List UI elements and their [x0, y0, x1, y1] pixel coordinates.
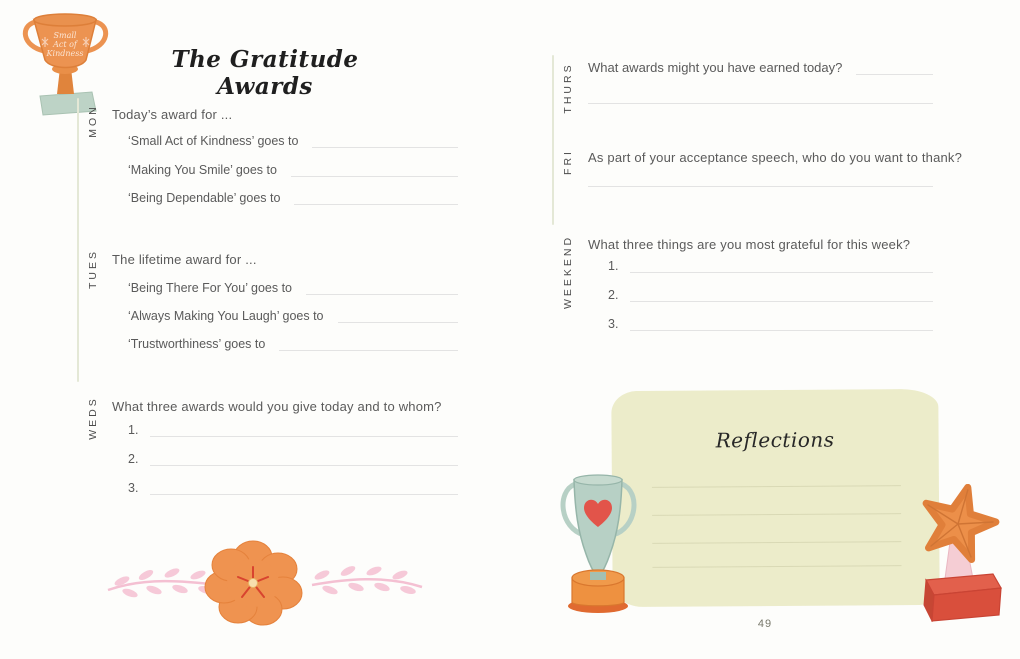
award-row	[128, 308, 458, 323]
award-label: ‘Always Making You Laugh’ goes to	[128, 309, 324, 323]
left-day-rule	[77, 98, 79, 382]
write-line	[652, 565, 901, 568]
row-number: 2.	[608, 288, 619, 302]
write-line	[338, 308, 458, 323]
write-line	[630, 258, 933, 273]
award-row	[128, 336, 458, 351]
page-title: The Gratitude Awards	[171, 46, 359, 100]
fri-prompt: As part of your acceptance speech, who do you want to thank?	[588, 150, 963, 165]
write-line	[652, 513, 901, 516]
write-line	[588, 103, 933, 104]
numbered-row	[128, 480, 458, 495]
write-line	[312, 133, 458, 148]
day-label-weekend: WEEKEND	[562, 234, 574, 310]
tues-prompt: The lifetime award for ...	[112, 252, 257, 267]
award-label: ‘Trustworthiness’ goes to	[128, 337, 266, 351]
star-trophy-icon	[898, 484, 1018, 622]
award-row	[128, 190, 458, 205]
reflections-title: Reflections	[715, 427, 835, 453]
trophy-text-line3: Kindness	[46, 49, 84, 58]
numbered-row	[608, 316, 933, 331]
page-number: 49	[757, 618, 773, 630]
award-label: ‘Making You Smile’ goes to	[128, 163, 277, 177]
numbered-row	[608, 287, 933, 302]
write-line	[856, 60, 933, 75]
row-number: 1.	[608, 259, 619, 273]
row-number: 3.	[128, 481, 139, 495]
weekend-prompt: What three things are you most grateful for this week?	[588, 237, 911, 252]
kindness-trophy-icon	[18, 8, 113, 118]
write-line	[279, 336, 458, 351]
write-line	[630, 316, 933, 331]
numbered-row	[608, 258, 933, 273]
trophy-text-line1: Small	[53, 31, 77, 40]
day-label-tues: TUES	[87, 248, 99, 290]
write-line	[294, 190, 458, 205]
write-line	[652, 541, 901, 544]
right-day-rule	[552, 55, 554, 225]
award-row	[128, 280, 458, 295]
award-label: ‘Being Dependable’ goes to	[128, 191, 281, 205]
award-row	[128, 133, 458, 148]
numbered-row	[128, 451, 458, 466]
write-line	[652, 485, 901, 488]
row-number: 1.	[128, 423, 139, 437]
thurs-prompt: What awards might you have earned today?	[588, 60, 843, 75]
write-line	[306, 280, 458, 295]
weds-prompt: What three awards would you give today and to whom?	[112, 399, 442, 414]
flower-vine-icon	[100, 535, 430, 630]
write-line	[150, 422, 458, 437]
write-line	[150, 451, 458, 466]
award-label: ‘Being There For You’ goes to	[128, 281, 293, 295]
reflections-panel	[611, 389, 940, 607]
prompt-row	[588, 60, 933, 75]
day-label-weds: WEDS	[87, 396, 99, 440]
award-label: ‘Small Act of Kindness’ goes to	[128, 134, 299, 148]
write-line	[588, 186, 933, 187]
mon-prompt: Today’s award for ...	[112, 107, 233, 122]
heart-trophy-icon	[552, 472, 647, 617]
award-row	[128, 162, 458, 177]
trophy-text-line2: Act of	[53, 40, 77, 49]
write-line	[150, 480, 458, 495]
day-label-thurs: THURS	[562, 62, 574, 114]
row-number: 3.	[608, 317, 619, 331]
numbered-row	[128, 422, 458, 437]
day-label-mon: MON	[87, 104, 99, 138]
write-line	[291, 162, 458, 177]
day-label-fri: FRI	[562, 149, 574, 175]
write-line	[630, 287, 933, 302]
row-number: 2.	[128, 452, 139, 466]
